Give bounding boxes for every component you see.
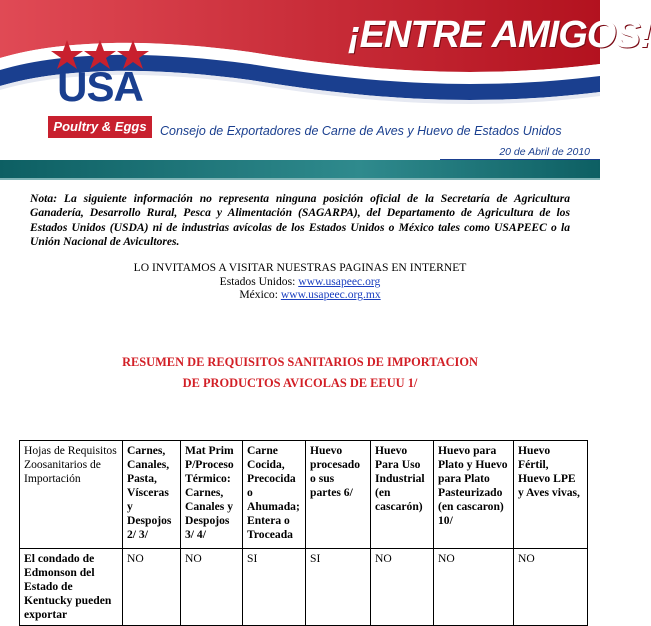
- table-header-cell: Huevo procesado o sus partes 6/: [306, 441, 371, 549]
- table-header-cell: Carne Cocida, Precocida o Ahumada; Entera o Troceada: [243, 441, 306, 549]
- table-header-cell: Huevo Para Uso Industrial (en cascarón): [371, 441, 434, 549]
- table-header-row: [20, 441, 588, 549]
- usapeec-mx-link[interactable]: www.usapeec.org.mx: [280, 288, 381, 301]
- invite-heading: LO INVITAMOS A VISITAR NUESTRAS PAGINAS EN INTERNET: [133, 261, 467, 274]
- entre-amigos-headline: ¡ENTRE AMIGOS!: [348, 14, 651, 56]
- table-cell: NO: [434, 549, 514, 626]
- table-header-cell: Mat Prim P/Proceso Térmico: Carnes, Canales y Despojos 3/ 4/: [181, 441, 243, 549]
- summary-title-line1: RESUMEN DE REQUISITOS SANITARIOS DE IMPORTACION: [122, 355, 478, 369]
- table-header-cell: Hojas de Requisitos Zoosanitarios de Importación: [20, 441, 123, 549]
- table-cell: NO: [514, 549, 588, 626]
- table-cell: NO: [123, 549, 181, 626]
- disclaimer-note: Nota: La siguiente información no representa ninguna posición oficial de la Secretaría de Agricultura Ganadería, Desarrollo Rural, Pesca y Alimentación (SAGARPA), del Departamento de Agricultura de los Estados Unidos (USDA) ni de industrias avícolas de los Estados Unidos o México tales como USAPEEC o la Unión Nacional de Avicultores.: [30, 192, 570, 248]
- table-cell: NO: [371, 549, 434, 626]
- table-row: [20, 549, 588, 626]
- invite-mx-line: [0, 288, 600, 302]
- table-cell: SI: [243, 549, 306, 626]
- table-header-cell: Huevo para Plato y Huevo para Plato Pasteurizado (en cascaron) 10/: [434, 441, 514, 549]
- summary-title-line2: DE PRODUCTOS AVICOLAS DE EEUU 1/: [182, 376, 418, 390]
- invite-us-line: [0, 275, 600, 289]
- usapeec-us-link[interactable]: www.usapeec.org: [298, 274, 381, 288]
- table-cell: SI: [306, 549, 371, 626]
- invite-mx-label: México:: [239, 288, 278, 301]
- council-name: Consejo de Exportadores de Carne de Aves y Huevo de Estados Unidos: [160, 124, 562, 138]
- table-header-cell: Huevo Fértil, Huevo LPE y Aves vivas,: [514, 441, 588, 549]
- date-underline: [440, 159, 600, 160]
- table-header-cell: Carnes, Canales, Pasta, Vísceras y Despojos 2/ 3/: [123, 441, 181, 549]
- logo-usa-text: USA: [57, 63, 143, 110]
- logo-subtitle: Poultry & Eggs: [48, 116, 152, 138]
- website-invitation: [0, 261, 600, 302]
- usa-poultry-logo: [46, 38, 154, 138]
- header-banner: [0, 0, 651, 180]
- table-cell: NO: [181, 549, 243, 626]
- table-row-label: El condado de Edmonson del Estado de Kentucky pueden exportar: [20, 549, 123, 626]
- requirements-table: [19, 440, 588, 626]
- document-date: 20 de Abril de 2010: [499, 146, 590, 158]
- invite-us-label: Estados Unidos:: [219, 274, 296, 288]
